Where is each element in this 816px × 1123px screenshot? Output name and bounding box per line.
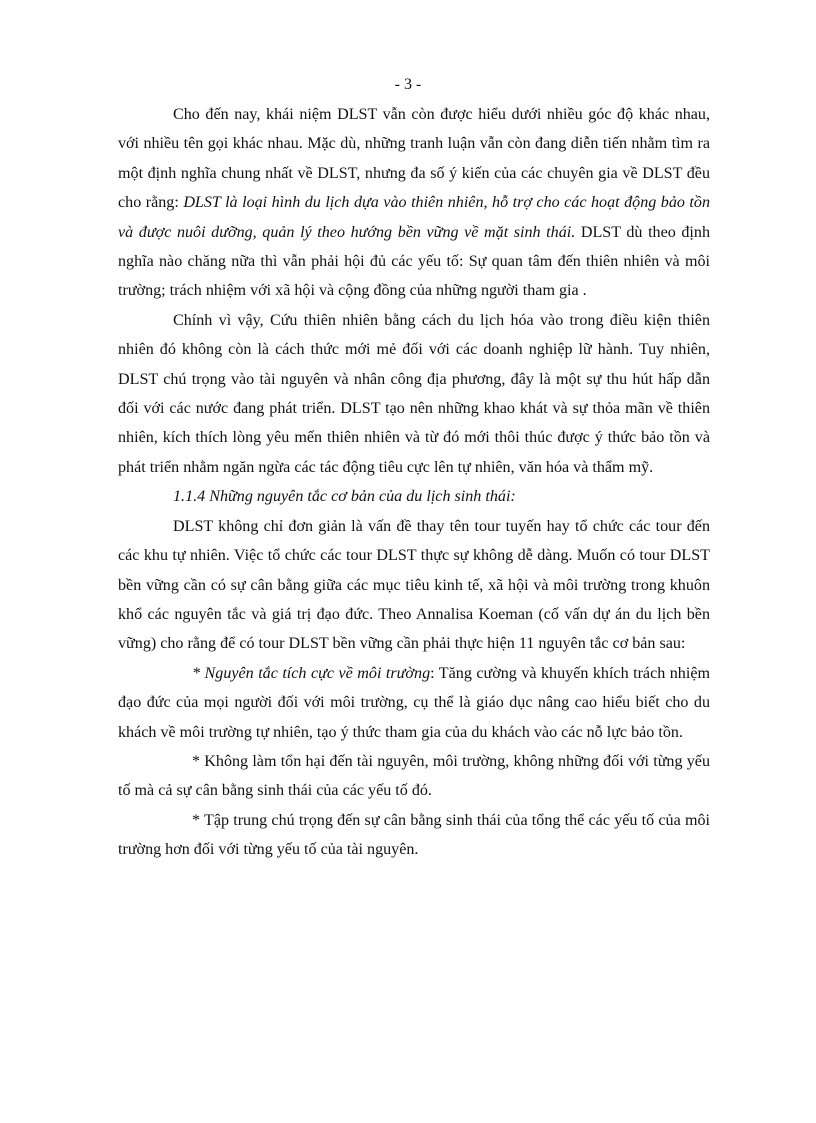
body-text	[118, 100, 710, 865]
paragraph-definition	[118, 100, 710, 306]
paragraph-definition-rest: DLST dù theo định nghĩa nào chăng nữa thì vẫn phải hội đủ các yếu tố: Sự quan tâm đến thiên nhiên và môi trường; trách nhiệm với xã hội và cộng đồng của những người tham gia .	[118, 223, 710, 300]
section-heading: 1.1.4 Những nguyên tắc cơ bản của du lịch sinh thái:	[173, 488, 516, 506]
page-number: - 3 -	[394, 76, 422, 93]
principle-ecological-balance: * Tập trung chú trọng đến sự cân bằng sinh thái của tổng thể các yếu tố của môi trường hơn đối với từng yếu tố của tài nguyên.	[118, 811, 710, 859]
paragraph-development: Chính vì vậy, Cứu thiên nhiên bằng cách du lịch hóa vào trong điều kiện thiên nhiên đó không còn là cách thức mới mẻ đối với các doanh nghiệp lữ hành. Tuy nhiên, DLST chú trọng vào tài nguyên và nhân công địa phương, đây là một sự thu hút hấp dẫn đối với các nước đang phát triển. DLST tạo nên những khao khát và sự thỏa mãn về thiên nhiên, kích thích lòng yêu mến thiên nhiên và từ đó mới thôi thúc được ý thức bảo tồn và phát triển nhằm ngăn ngừa các tác động tiêu cực lên tự nhiên, văn hóa và thẩm mỹ.	[118, 311, 710, 476]
principle-environment	[118, 659, 710, 747]
principle-environment-text: : Tăng cường và khuyến khích trách nhiệm đạo đức của mọi người đối với môi trường, cụ thể là giáo dục nâng cao hiểu biết cho du khách về môi trường tự nhiên, tạo ý thức tham gia của du khách vào các nỗ lực bảo tồn.	[118, 664, 710, 741]
paragraph-principles-intro: DLST không chỉ đơn giản là vấn đề thay tên tour tuyến hay tổ chức các tour đến các khu tự nhiên. Việc tổ chức các tour DLST thực sự không dễ dàng. Muốn có tour DLST bền vững cần có sự cân bằng giữa các mục tiêu kinh tế, xã hội và môi trường trong khuôn khổ các nguyên tắc và giá trị đạo đức. Theo Annalisa Koeman (cố vấn dự án du lịch bền vững) cho rằng để có tour DLST bền vững cần phải thực hiện 11 nguyên tắc cơ bản sau:	[118, 517, 710, 653]
principle-environment-title: * Nguyên tắc tích cực về môi trường	[192, 664, 431, 682]
principle-no-harm: * Không làm tổn hại đến tài nguyên, môi trường, không những đối với từng yếu tố mà cả sự cân bằng sinh thái của các yếu tố đó.	[118, 752, 710, 800]
paragraph-definition-intro: Cho đến nay, khái niệm DLST vẫn còn được hiểu dưới nhiều góc độ khác nhau, với nhiều tên gọi khác nhau. Mặc dù, những tranh luận vẫn còn đang diễn tiến nhằm tìm ra một định nghĩa chung nhất về DLST, nhưng đa số ý kiến của các chuyên gia về DLST đều cho rằng:	[118, 106, 710, 212]
ecotourism-definition: DLST là loại hình du lịch dựa vào thiên nhiên, hỗ trợ cho các hoạt động bảo tồn và được nuôi dưỡng, quản lý theo hướng bền vững về mặt sinh thái.	[118, 194, 710, 241]
